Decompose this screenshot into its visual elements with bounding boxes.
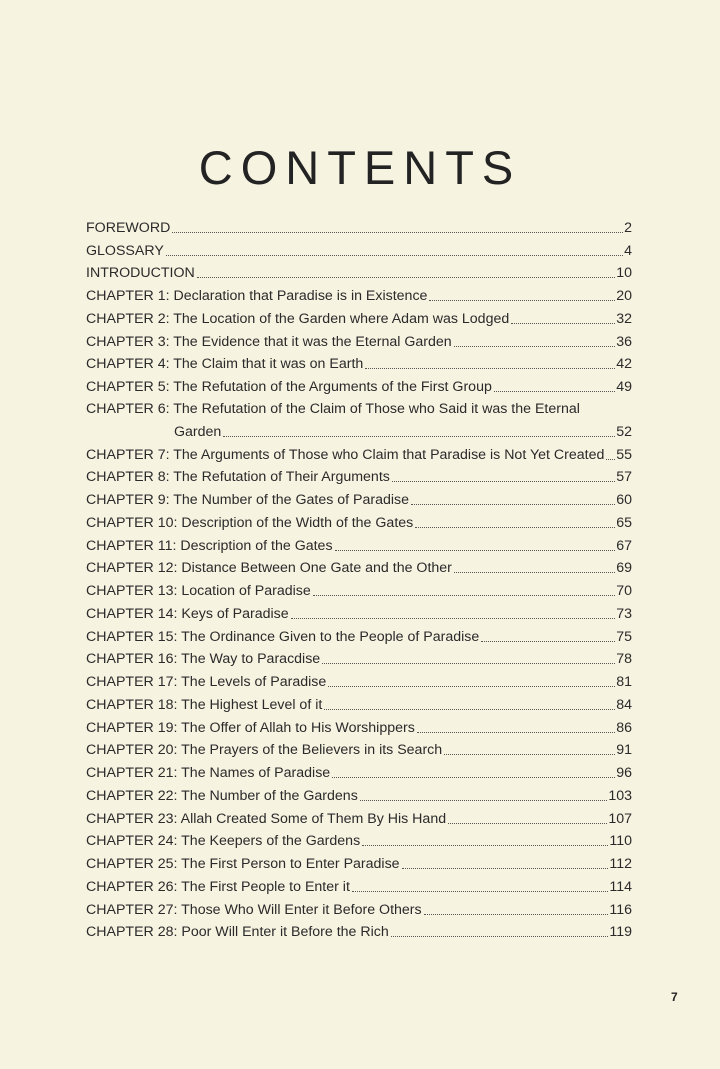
toc-entry-label: CHAPTER 27: Those Who Will Enter it Before Others — [86, 901, 422, 918]
toc-entry-label: CHAPTER 19: The Offer of Allah to His Worshippers — [86, 719, 415, 736]
dot-leader — [324, 709, 615, 710]
toc-entry — [86, 782, 632, 805]
toc-entry-label: CHAPTER 6: The Refutation of the Claim of Those who Said it was the Eternal — [86, 401, 580, 417]
toc-entry — [86, 646, 632, 669]
toc-entry-page: 91 — [616, 742, 632, 759]
toc-entry — [86, 577, 632, 600]
toc-entry-label: CHAPTER 22: The Number of the Gardens — [86, 787, 358, 804]
toc-entry — [86, 396, 632, 441]
dot-leader — [511, 323, 615, 324]
toc-entry — [86, 600, 632, 623]
dot-leader — [454, 346, 616, 347]
toc-entry-label: CHAPTER 10: Description of the Width of the Gates — [86, 514, 414, 531]
toc-entry-label: FOREWORD — [86, 219, 171, 236]
toc-entry — [86, 737, 632, 760]
dot-leader — [223, 436, 615, 437]
dot-leader — [172, 232, 623, 233]
toc-entry-label: CHAPTER 13: Location of Paradise — [86, 583, 311, 599]
toc-entry — [86, 282, 632, 305]
toc-entry-page: 107 — [608, 810, 632, 827]
dot-leader — [444, 754, 615, 755]
toc-entry — [86, 260, 632, 283]
toc-entry — [86, 691, 632, 714]
toc-entry-page: 73 — [616, 605, 632, 622]
toc-entry-page: 116 — [609, 901, 632, 918]
dot-leader — [391, 936, 609, 937]
page-number: 7 — [671, 990, 678, 1004]
toc-entry-label: CHAPTER 11: Description of the Gates — [86, 537, 333, 554]
dot-leader — [360, 800, 608, 801]
toc-entry-page: 65 — [616, 514, 632, 531]
toc-entry-page: 52 — [616, 423, 632, 440]
toc-entry — [86, 805, 632, 828]
toc-entry — [86, 328, 632, 351]
toc-entry-page: 57 — [616, 469, 632, 486]
toc-entry-page: 20 — [616, 288, 632, 304]
toc-entry-page: 114 — [609, 878, 632, 895]
toc-entry-page: 69 — [616, 560, 632, 577]
toc-entry-page: 112 — [609, 856, 632, 872]
toc-entry-page: 81 — [616, 674, 632, 690]
toc-entry — [86, 486, 632, 509]
dot-leader — [454, 572, 615, 573]
toc-entry-page: 75 — [616, 628, 632, 645]
toc-entry — [86, 237, 632, 260]
toc-entry — [86, 441, 632, 464]
dot-leader — [352, 891, 608, 892]
dot-leader — [362, 845, 608, 846]
toc-entry — [86, 919, 632, 942]
toc-entry-page: 84 — [616, 696, 632, 713]
toc-entry-label: CHAPTER 15: The Ordinance Given to the People of Paradise — [86, 628, 480, 645]
toc-entry-page: 67 — [616, 537, 632, 554]
toc-entry — [86, 714, 632, 737]
dot-leader — [166, 255, 623, 256]
toc-entry-label: CHAPTER 2: The Location of the Garden where Adam was Lodged — [86, 310, 510, 327]
dot-leader — [411, 504, 615, 505]
toc-entry-label: CHAPTER 4: The Claim that it was on Earth — [86, 356, 364, 373]
dot-leader — [415, 527, 615, 528]
toc-entry — [86, 623, 632, 646]
toc-entry-label: CHAPTER 21: The Names of Paradise — [86, 765, 331, 781]
toc-entry-label: GLOSSARY — [86, 242, 164, 259]
toc-entry-label: CHAPTER 20: The Prayers of the Believers in its Search — [86, 742, 443, 759]
toc-entry-page: 10 — [616, 265, 632, 282]
toc-entry-page: 70 — [616, 583, 632, 599]
dot-leader — [328, 686, 615, 687]
toc-entry-label: CHAPTER 7: The Arguments of Those who Claim that Paradise is Not Yet Created — [86, 446, 605, 463]
dot-leader — [494, 391, 615, 392]
toc-entry-label: CHAPTER 26: The First People to Enter it — [86, 878, 350, 895]
toc-entry-page: 4 — [624, 242, 632, 259]
toc-entry-label: CHAPTER 9: The Number of the Gates of Paradise — [86, 492, 410, 508]
dot-leader — [429, 300, 615, 301]
toc-entry — [86, 214, 632, 237]
toc-entry — [86, 850, 632, 873]
toc-entry-label: CHAPTER 18: The Highest Level of it — [86, 696, 323, 713]
dot-leader — [332, 777, 615, 778]
toc-entry — [86, 373, 632, 396]
toc-entry-label: CHAPTER 14: Keys of Paradise — [86, 605, 289, 622]
dot-leader — [313, 595, 615, 596]
toc-entry-page: 2 — [624, 219, 632, 236]
toc-entry-label: CHAPTER 5: The Refutation of the Arguments of the First Group — [86, 379, 492, 395]
toc-entry-page: 119 — [609, 924, 632, 941]
toc-entry — [86, 668, 632, 691]
table-of-contents — [86, 214, 632, 941]
toc-entry-page: 103 — [608, 787, 632, 804]
dot-leader — [322, 663, 615, 664]
toc-entry-label: CHAPTER 8: The Refutation of Their Arguments — [86, 469, 390, 486]
dot-leader — [481, 641, 615, 642]
dot-leader — [392, 481, 615, 482]
toc-entry — [86, 873, 632, 896]
toc-entry-label: INTRODUCTION — [86, 265, 195, 282]
toc-entry — [86, 305, 632, 328]
toc-entry-page: 96 — [616, 765, 632, 781]
dot-leader — [291, 618, 616, 619]
toc-entry-label: CHAPTER 1: Declaration that Paradise is in Existence — [86, 288, 428, 304]
toc-entry-continuation: Garden — [174, 423, 222, 440]
toc-entry-label: CHAPTER 17: The Levels of Paradise — [86, 674, 327, 690]
toc-entry-page: 55 — [616, 446, 632, 463]
toc-entry-page: 86 — [616, 719, 632, 736]
toc-entry-label: CHAPTER 3: The Evidence that it was the Eternal Garden — [86, 333, 452, 350]
toc-entry-label: CHAPTER 28: Poor Will Enter it Before the Rich — [86, 924, 389, 941]
toc-entry-page: 49 — [616, 379, 632, 395]
toc-entry-label: CHAPTER 12: Distance Between One Gate and the Other — [86, 560, 452, 577]
toc-entry-label: CHAPTER 25: The First Person to Enter Paradise — [86, 856, 400, 872]
dot-leader — [197, 277, 615, 278]
dot-leader — [606, 459, 615, 460]
dot-leader — [448, 823, 607, 824]
toc-entry-page: 110 — [609, 833, 632, 850]
toc-entry — [86, 509, 632, 532]
dot-leader — [365, 368, 615, 369]
page-title: CONTENTS — [198, 141, 522, 194]
dot-leader — [417, 732, 615, 733]
dot-leader — [335, 550, 616, 551]
toc-entry-page: 60 — [616, 492, 632, 508]
toc-entry — [86, 759, 632, 782]
toc-entry — [86, 532, 632, 555]
toc-entry — [86, 555, 632, 578]
toc-entry — [86, 828, 632, 851]
dot-leader — [424, 914, 609, 915]
toc-entry-page: 32 — [616, 310, 632, 327]
toc-entry-label: CHAPTER 23: Allah Created Some of Them By His Hand — [86, 810, 447, 827]
toc-entry-page: 78 — [616, 651, 632, 668]
toc-entry-label: CHAPTER 16: The Way to Paracdise — [86, 651, 321, 668]
toc-entry-page: 42 — [616, 356, 632, 373]
toc-entry-page: 36 — [616, 333, 632, 350]
toc-entry — [86, 896, 632, 919]
toc-entry — [86, 464, 632, 487]
toc-entry-label: CHAPTER 24: The Keepers of the Gardens — [86, 833, 361, 850]
toc-entry — [86, 351, 632, 374]
dot-leader — [402, 868, 609, 869]
